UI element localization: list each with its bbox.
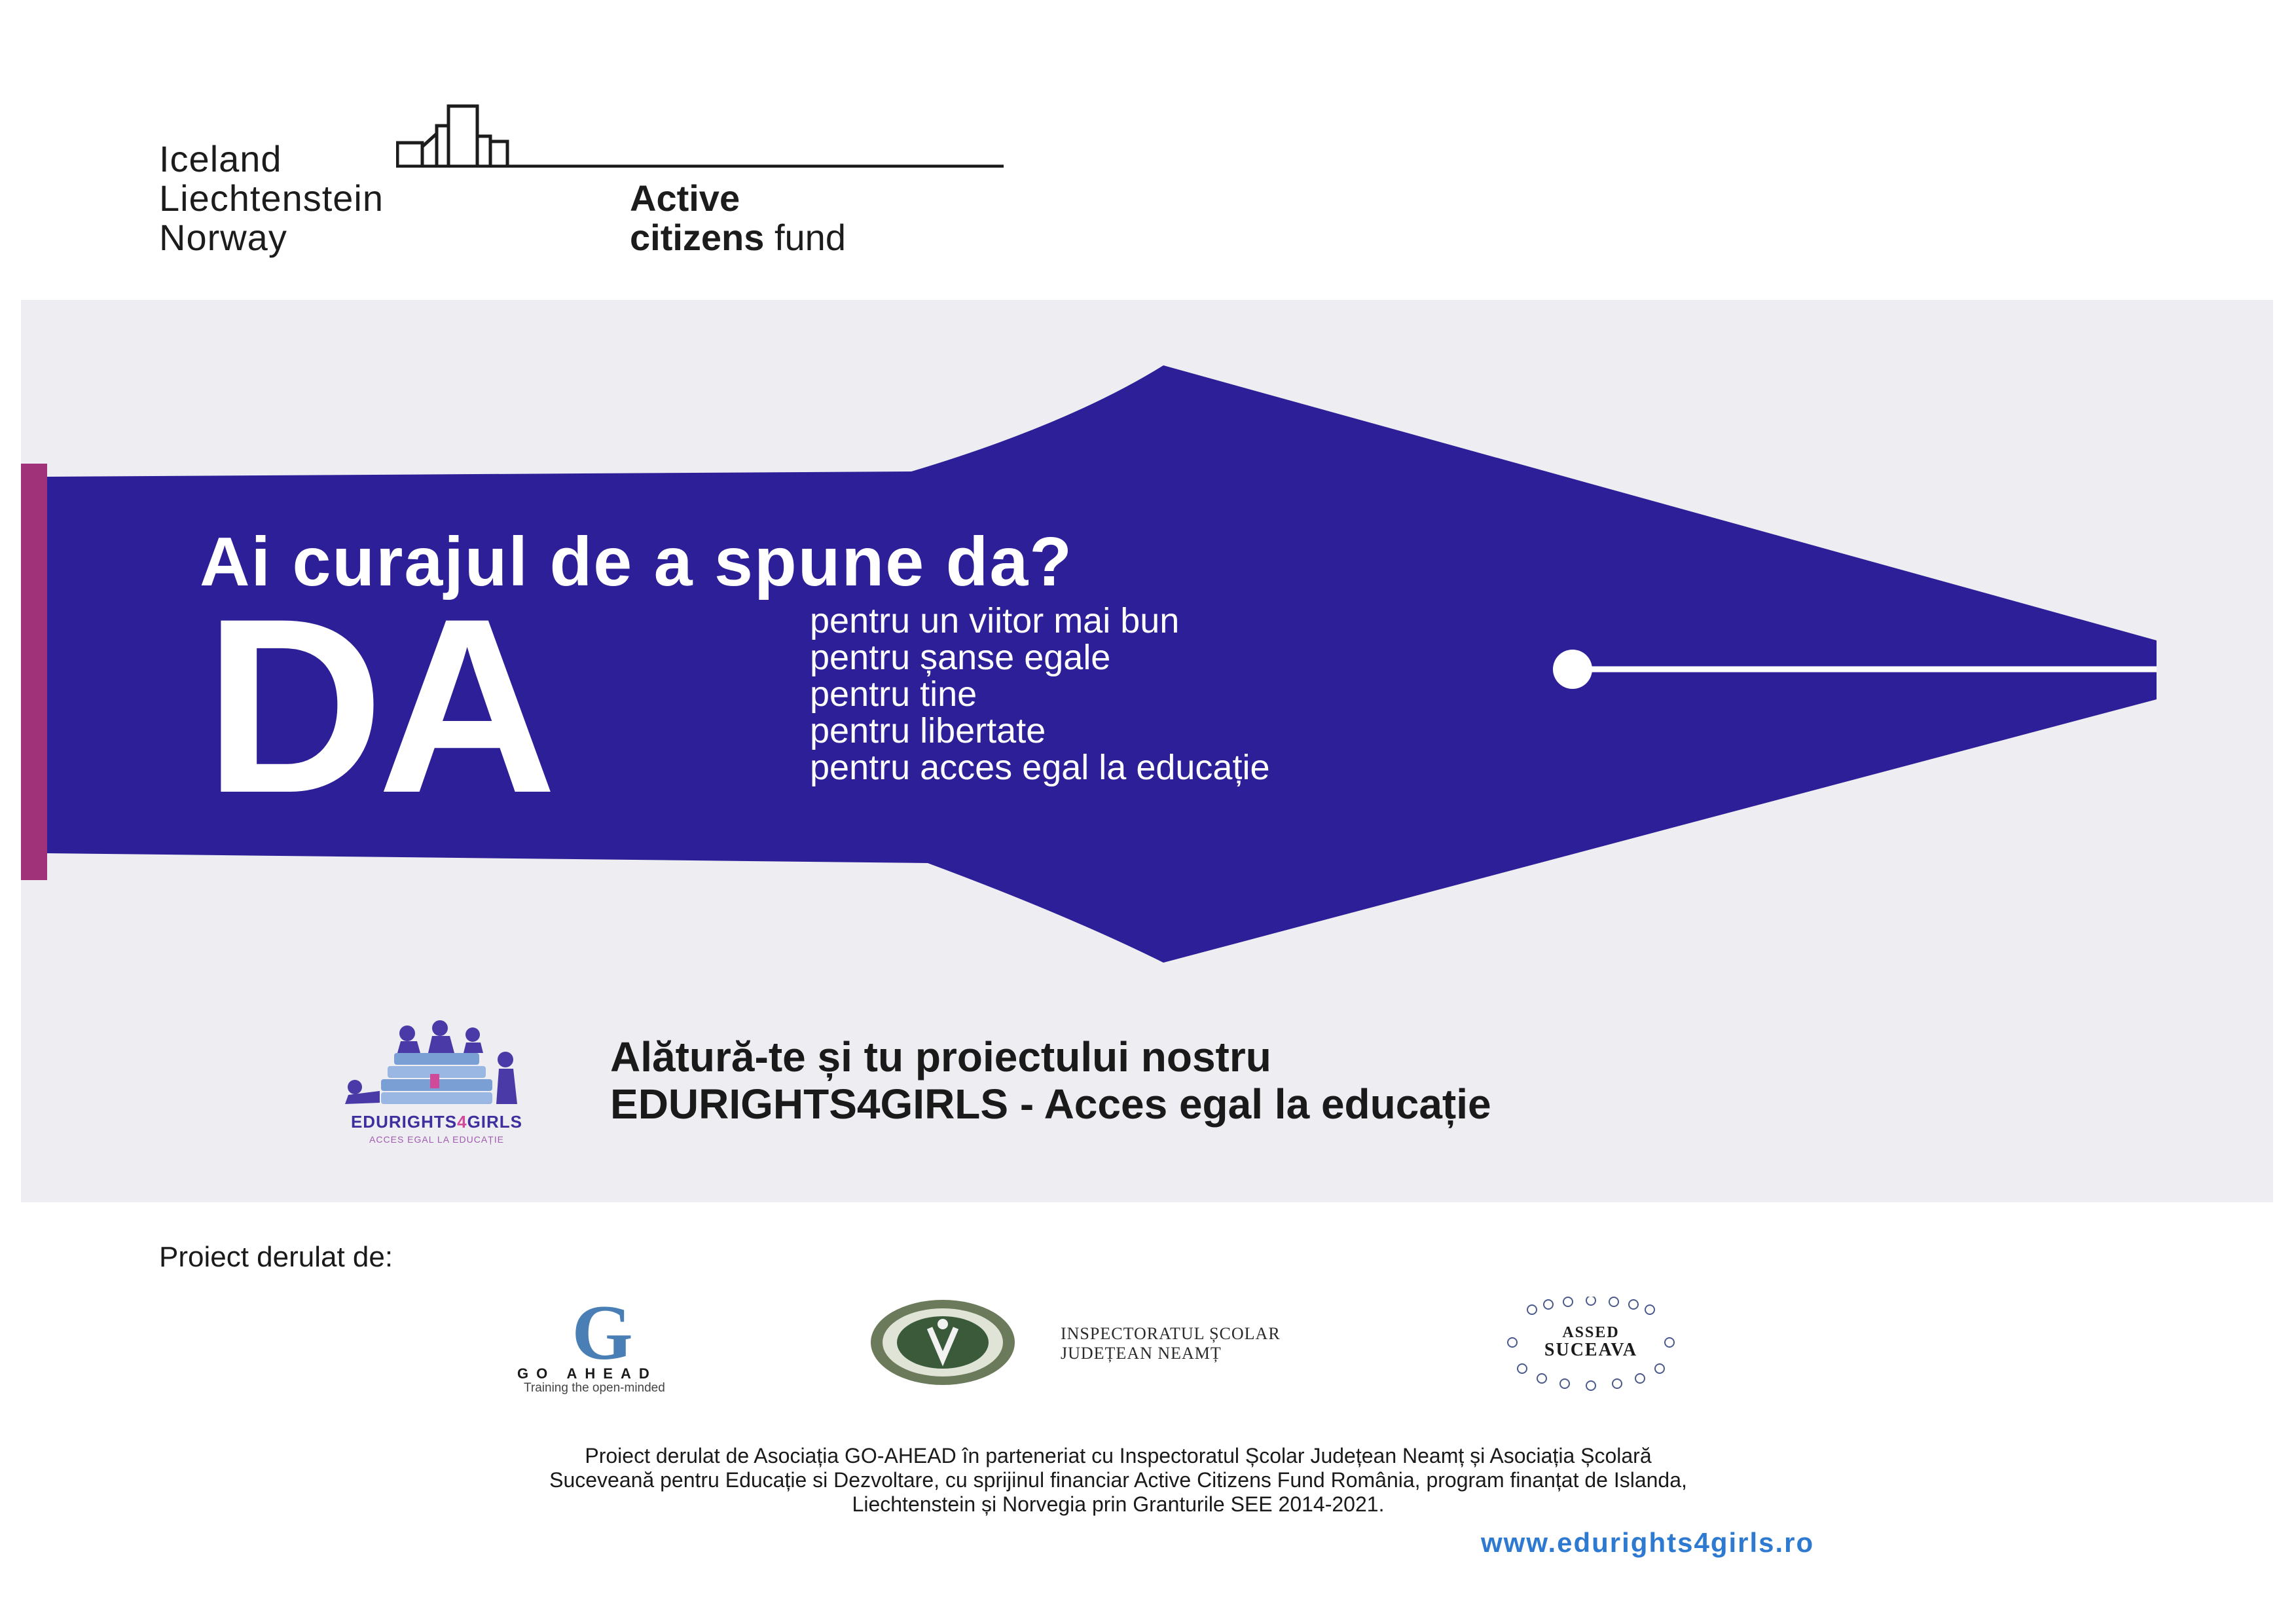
goahead-logo	[511, 1289, 727, 1398]
reason-item: pentru șanse egale	[810, 638, 1111, 677]
wordmark-part: GIRLS	[467, 1112, 523, 1132]
reason-item: pentru un viitor mai bun	[810, 601, 1180, 640]
accent-bar	[21, 464, 47, 880]
goahead-g-icon: G	[572, 1289, 633, 1376]
fund-name-citizens: citizens	[630, 217, 765, 258]
goahead-name: GO AHEAD	[517, 1365, 657, 1382]
assed-line-2: SUCEAVA	[1544, 1340, 1638, 1360]
reason-item: pentru libertate	[810, 711, 1046, 750]
isj-seal-icon	[867, 1297, 1018, 1388]
goahead-tagline: Training the open-minded	[524, 1381, 665, 1395]
edurights4girls-wordmark	[309, 1112, 564, 1132]
edurights4girls-tagline: ACCES EGAL LA EDUCAȚIE	[369, 1134, 504, 1145]
reason-item: pentru tine	[810, 674, 977, 714]
isj-line-2: JUDEȚEAN NEAMȚ	[1061, 1344, 1222, 1363]
footnote-line: Proiect derulat de Asociația GO-AHEAD în parteneriat cu Inspectoratul Școlar Județean Neamț și Asociația Școlară	[585, 1444, 1652, 1467]
poster-panel	[21, 300, 2273, 1202]
project-footnote	[159, 1444, 2077, 1517]
reasons-list	[810, 602, 1269, 786]
donor-countries	[159, 139, 384, 257]
country-iceland: Iceland	[159, 138, 282, 179]
wordmark-part: 4	[457, 1112, 467, 1132]
active-citizens-skyline-icon	[396, 102, 1038, 168]
reason-item: pentru acces egal la educație	[810, 748, 1270, 787]
big-da: DA	[204, 566, 551, 845]
fund-name-fund: fund	[774, 217, 846, 258]
call-to-action	[610, 1033, 1491, 1128]
cta-line-2: EDURIGHTS4GIRLS - Acces egal la educație	[610, 1080, 1491, 1128]
assed-line-1: ASSED	[1562, 1324, 1620, 1341]
fund-name-active: Active	[630, 177, 740, 219]
cta-line-1: Alătură-te și tu proiectului nostru	[610, 1033, 1271, 1080]
footnote-line: Liechtenstein și Norvegia prin Granturile SEE 2014-2021.	[852, 1492, 1385, 1516]
assed-suceava-logo	[1493, 1297, 1689, 1395]
pen-breather-hole	[1553, 650, 1592, 689]
funder-header	[0, 0, 2296, 301]
isj-neamt-logo	[867, 1297, 1352, 1395]
isj-line-1: INSPECTORATUL ȘCOLAR	[1061, 1324, 1281, 1343]
country-norway: Norway	[159, 217, 287, 258]
footnote-line: Suceveană pentru Educație si Dezvoltare, cu sprijinul financiar Active Citizens Fund România, program finanțat de Islanda,	[549, 1468, 1687, 1492]
books-readers-icon	[309, 1014, 564, 1112]
country-liechtenstein: Liechtenstein	[159, 177, 384, 219]
wordmark-part: EDURIGHTS	[350, 1112, 458, 1132]
isj-label	[1061, 1324, 1281, 1363]
partners-intro: Proiect derulat de:	[159, 1241, 393, 1273]
edurights4girls-logo	[309, 1014, 564, 1171]
website-link[interactable]: www.edurights4girls.ro	[1481, 1527, 1815, 1558]
fund-name	[630, 179, 846, 257]
headline: Ai curajul de a spune da?	[200, 523, 1074, 600]
